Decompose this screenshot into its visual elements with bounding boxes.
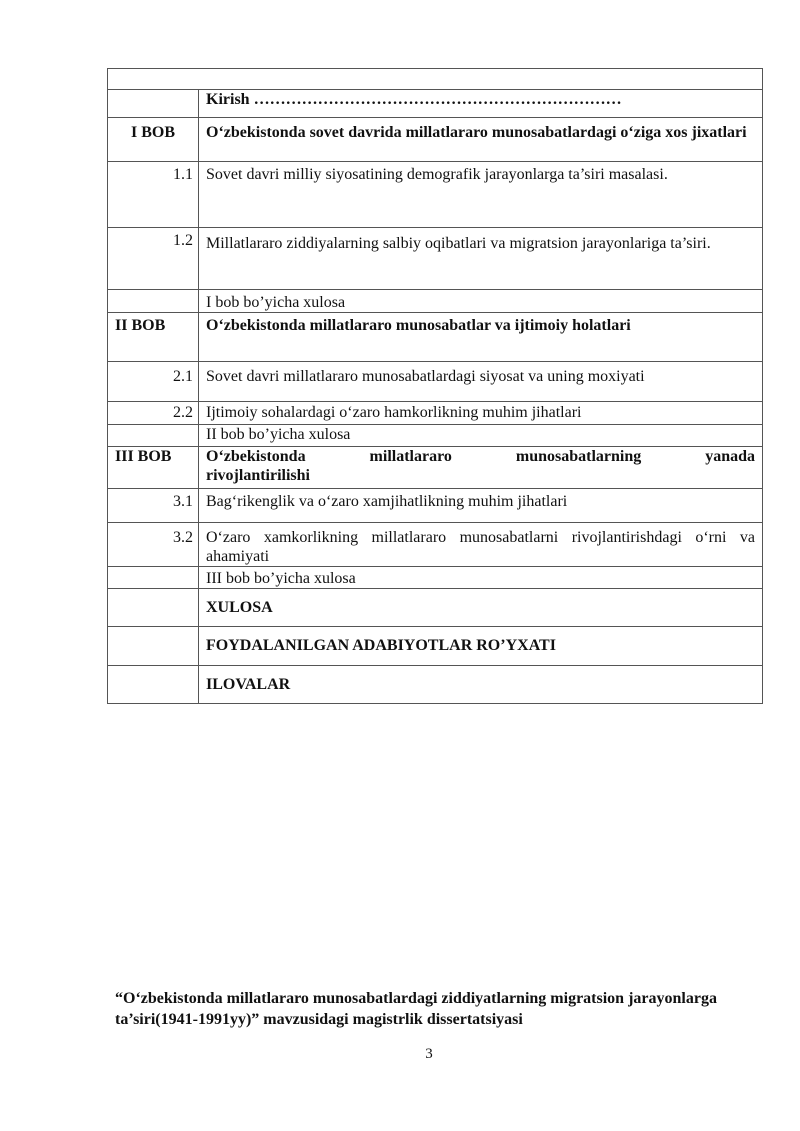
toc-chapter-number: I BOB [108, 118, 199, 162]
toc-section-title: Bag‘rikenglik va o‘zaro xamjihatlikning muhim jihatlari [199, 489, 763, 523]
toc-number [108, 666, 199, 704]
toc-row-xulosa [108, 589, 763, 627]
toc-row-section-2-2 [108, 402, 763, 425]
toc-number [108, 567, 199, 589]
toc-section-number: 2.2 [108, 402, 199, 425]
toc-section-number: 1.1 [108, 162, 199, 228]
toc-row-section-1-2 [108, 228, 763, 290]
toc-entry-ilovalar: ILOVALAR [199, 666, 763, 704]
toc-row-chapter-2 [108, 313, 763, 362]
toc-chapter-number: II BOB [108, 313, 199, 362]
toc-chapter-title-line-1: O‘zbekistonda millatlararo munosabatlarning yanada [206, 448, 755, 465]
toc-row-section-3-2 [108, 523, 763, 567]
toc-number [108, 589, 199, 627]
toc-entry-xulosa: XULOSA [199, 589, 763, 627]
toc-row-summary-3 [108, 567, 763, 589]
toc-section-title: Sovet davri millatlararo munosabatlardagi siyosat va uning moxiyati [199, 362, 763, 402]
toc-chapter-number: III BOB [108, 447, 199, 489]
toc-summary-title: III bob bo’yicha xulosa [199, 567, 763, 589]
toc-row-section-3-1 [108, 489, 763, 523]
toc-chapter-title-line-2: rivojlantirilishi [206, 467, 310, 484]
toc-row-section-1-1 [108, 162, 763, 228]
toc-entry-adabiyotlar: FOYDALANILGAN ADABIYOTLAR RO’YXATI [199, 627, 763, 666]
toc-chapter-title [199, 447, 763, 489]
toc-header-row [108, 69, 763, 90]
toc-number [108, 90, 199, 118]
toc-summary-title: I bob bo’yicha xulosa [199, 290, 763, 313]
toc-section-number: 3.2 [108, 523, 199, 567]
toc-section-title: O‘zaro xamkorlikning millatlararo munosabatlarni rivojlantirishdagi o‘rni va ahamiyati [199, 523, 763, 567]
toc-row-kirish [108, 90, 763, 118]
table-of-contents [107, 68, 763, 704]
toc-summary-title: II bob bo’yicha xulosa [199, 425, 763, 447]
toc-number [108, 627, 199, 666]
toc-section-number: 2.1 [108, 362, 199, 402]
toc-header-cell [108, 69, 763, 90]
toc-row-summary-1 [108, 290, 763, 313]
toc-row-summary-2 [108, 425, 763, 447]
toc-row-adabiyotlar [108, 627, 763, 666]
toc-number [108, 425, 199, 447]
toc-section-title: Sovet davri milliy siyosatining demografik jarayonlarga ta’siri masalasi. [199, 162, 763, 228]
page-number: 3 [425, 1046, 433, 1062]
toc-section-number: 1.2 [108, 228, 199, 290]
toc-section-number: 3.1 [108, 489, 199, 523]
toc-entry-kirish: Kirish …………………………………………………………… [199, 90, 763, 118]
toc-section-title: Millatlararo ziddiyalarning salbiy oqibatlari va migratsion jarayonlariga ta’siri. [199, 228, 763, 290]
toc-chapter-title: O‘zbekistonda millatlararo munosabatlar va ijtimoiy holatlari [199, 313, 763, 362]
toc-row-chapter-3 [108, 447, 763, 489]
toc-row-chapter-1 [108, 118, 763, 162]
toc-row-ilovalar [108, 666, 763, 704]
toc-row-section-2-1 [108, 362, 763, 402]
toc-number [108, 290, 199, 313]
toc-section-title: Ijtimoiy sohalardagi o‘zaro hamkorlikning muhim jihatlari [199, 402, 763, 425]
dissertation-title-footer: “O‘zbekistonda millatlararo munosabatlardagi ziddiyatlarning migratsion jarayonlarga ta’siri(1941-1991yy)” mavzusidagi magistrlik dissertatsiyasi [115, 990, 717, 1028]
toc-chapter-title: O‘zbekistonda sovet davrida millatlararo munosabatlardagi o‘ziga xos jixatlari [199, 118, 763, 162]
